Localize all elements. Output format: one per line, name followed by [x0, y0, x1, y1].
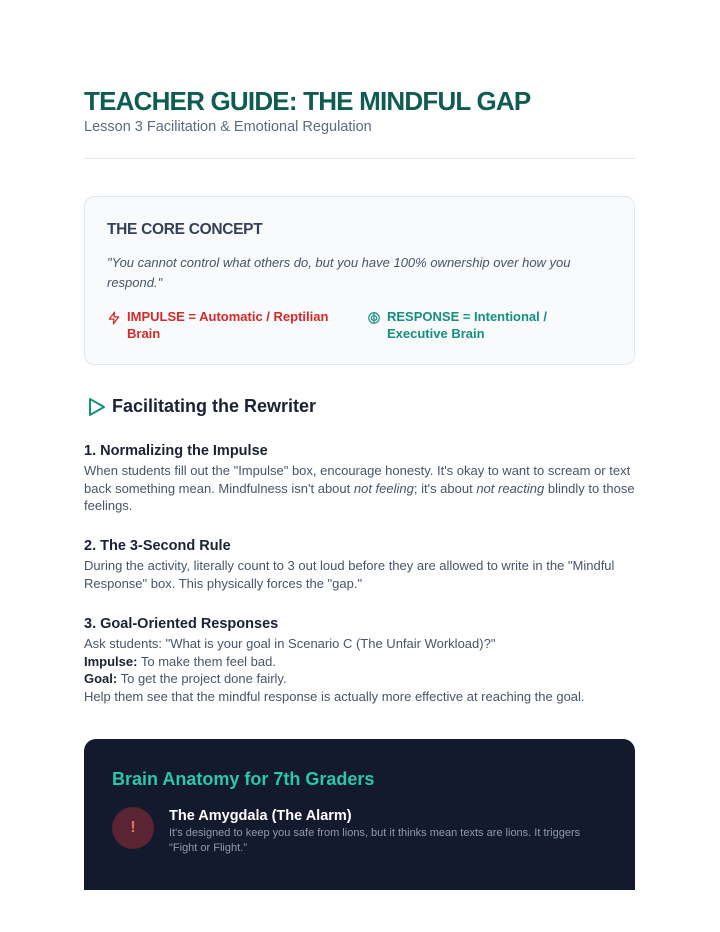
item-title: 1. Normalizing the Impulse [84, 443, 268, 459]
response-text: RESPONSE = Intentional / Executive Brain [387, 309, 547, 341]
item-text: During the activity, literally count to 3 out loud before they are allowed to write in the "Mindful Response" box. This physically forces the "gap." [84, 558, 615, 591]
facilitating-title: Facilitating the Rewriter [112, 396, 317, 416]
core-concept-quote: "You cannot control what others do, but you have 100% ownership over how you respond." [107, 255, 571, 290]
amygdala-title: The Amygdala (The Alarm) [169, 808, 352, 824]
item-title: 2. The 3-Second Rule [84, 538, 231, 554]
facilitation-item [84, 537, 636, 592]
item-title: 3. Goal-Oriented Responses [84, 616, 279, 632]
core-concept-title: THE CORE CONCEPT [107, 221, 263, 238]
page-subtitle: Lesson 3 Facilitation & Emotional Regulation [84, 119, 372, 135]
item-text: When students fill out the "Impulse" box, encourage honesty. It's okay to want to scream or text back something mean. Mindfulness isn't about not feeling; it's about not reacting blindly to those feelings. [84, 463, 635, 514]
core-concept-card [84, 196, 635, 365]
brain-anatomy-title: Brain Anatomy for 7th Graders [112, 769, 375, 789]
alert-icon: ! [112, 807, 154, 849]
facilitation-item [84, 615, 636, 706]
item-text: Ask students: "What is your goal in Scenario C (The Unfair Workload)?" Impulse: To make them feel bad. Goal: To get the project done fairly. Help them see that the mindful response is actually more effective at reaching the goal. [84, 636, 585, 705]
header-divider [84, 158, 635, 159]
facilitation-item [84, 442, 636, 515]
lightning-icon [107, 311, 121, 325]
brain-icon [367, 311, 381, 325]
impulse-text: IMPULSE = Automatic / Reptilian Brain [127, 309, 329, 341]
amygdala-description: It's designed to keep you safe from lions, but it thinks mean texts are lions. It triggers "Fight or Flight." [169, 827, 581, 854]
page-title: TEACHER GUIDE: THE MINDFUL GAP [84, 86, 531, 116]
play-icon [88, 397, 106, 417]
brain-anatomy-panel [84, 739, 635, 890]
